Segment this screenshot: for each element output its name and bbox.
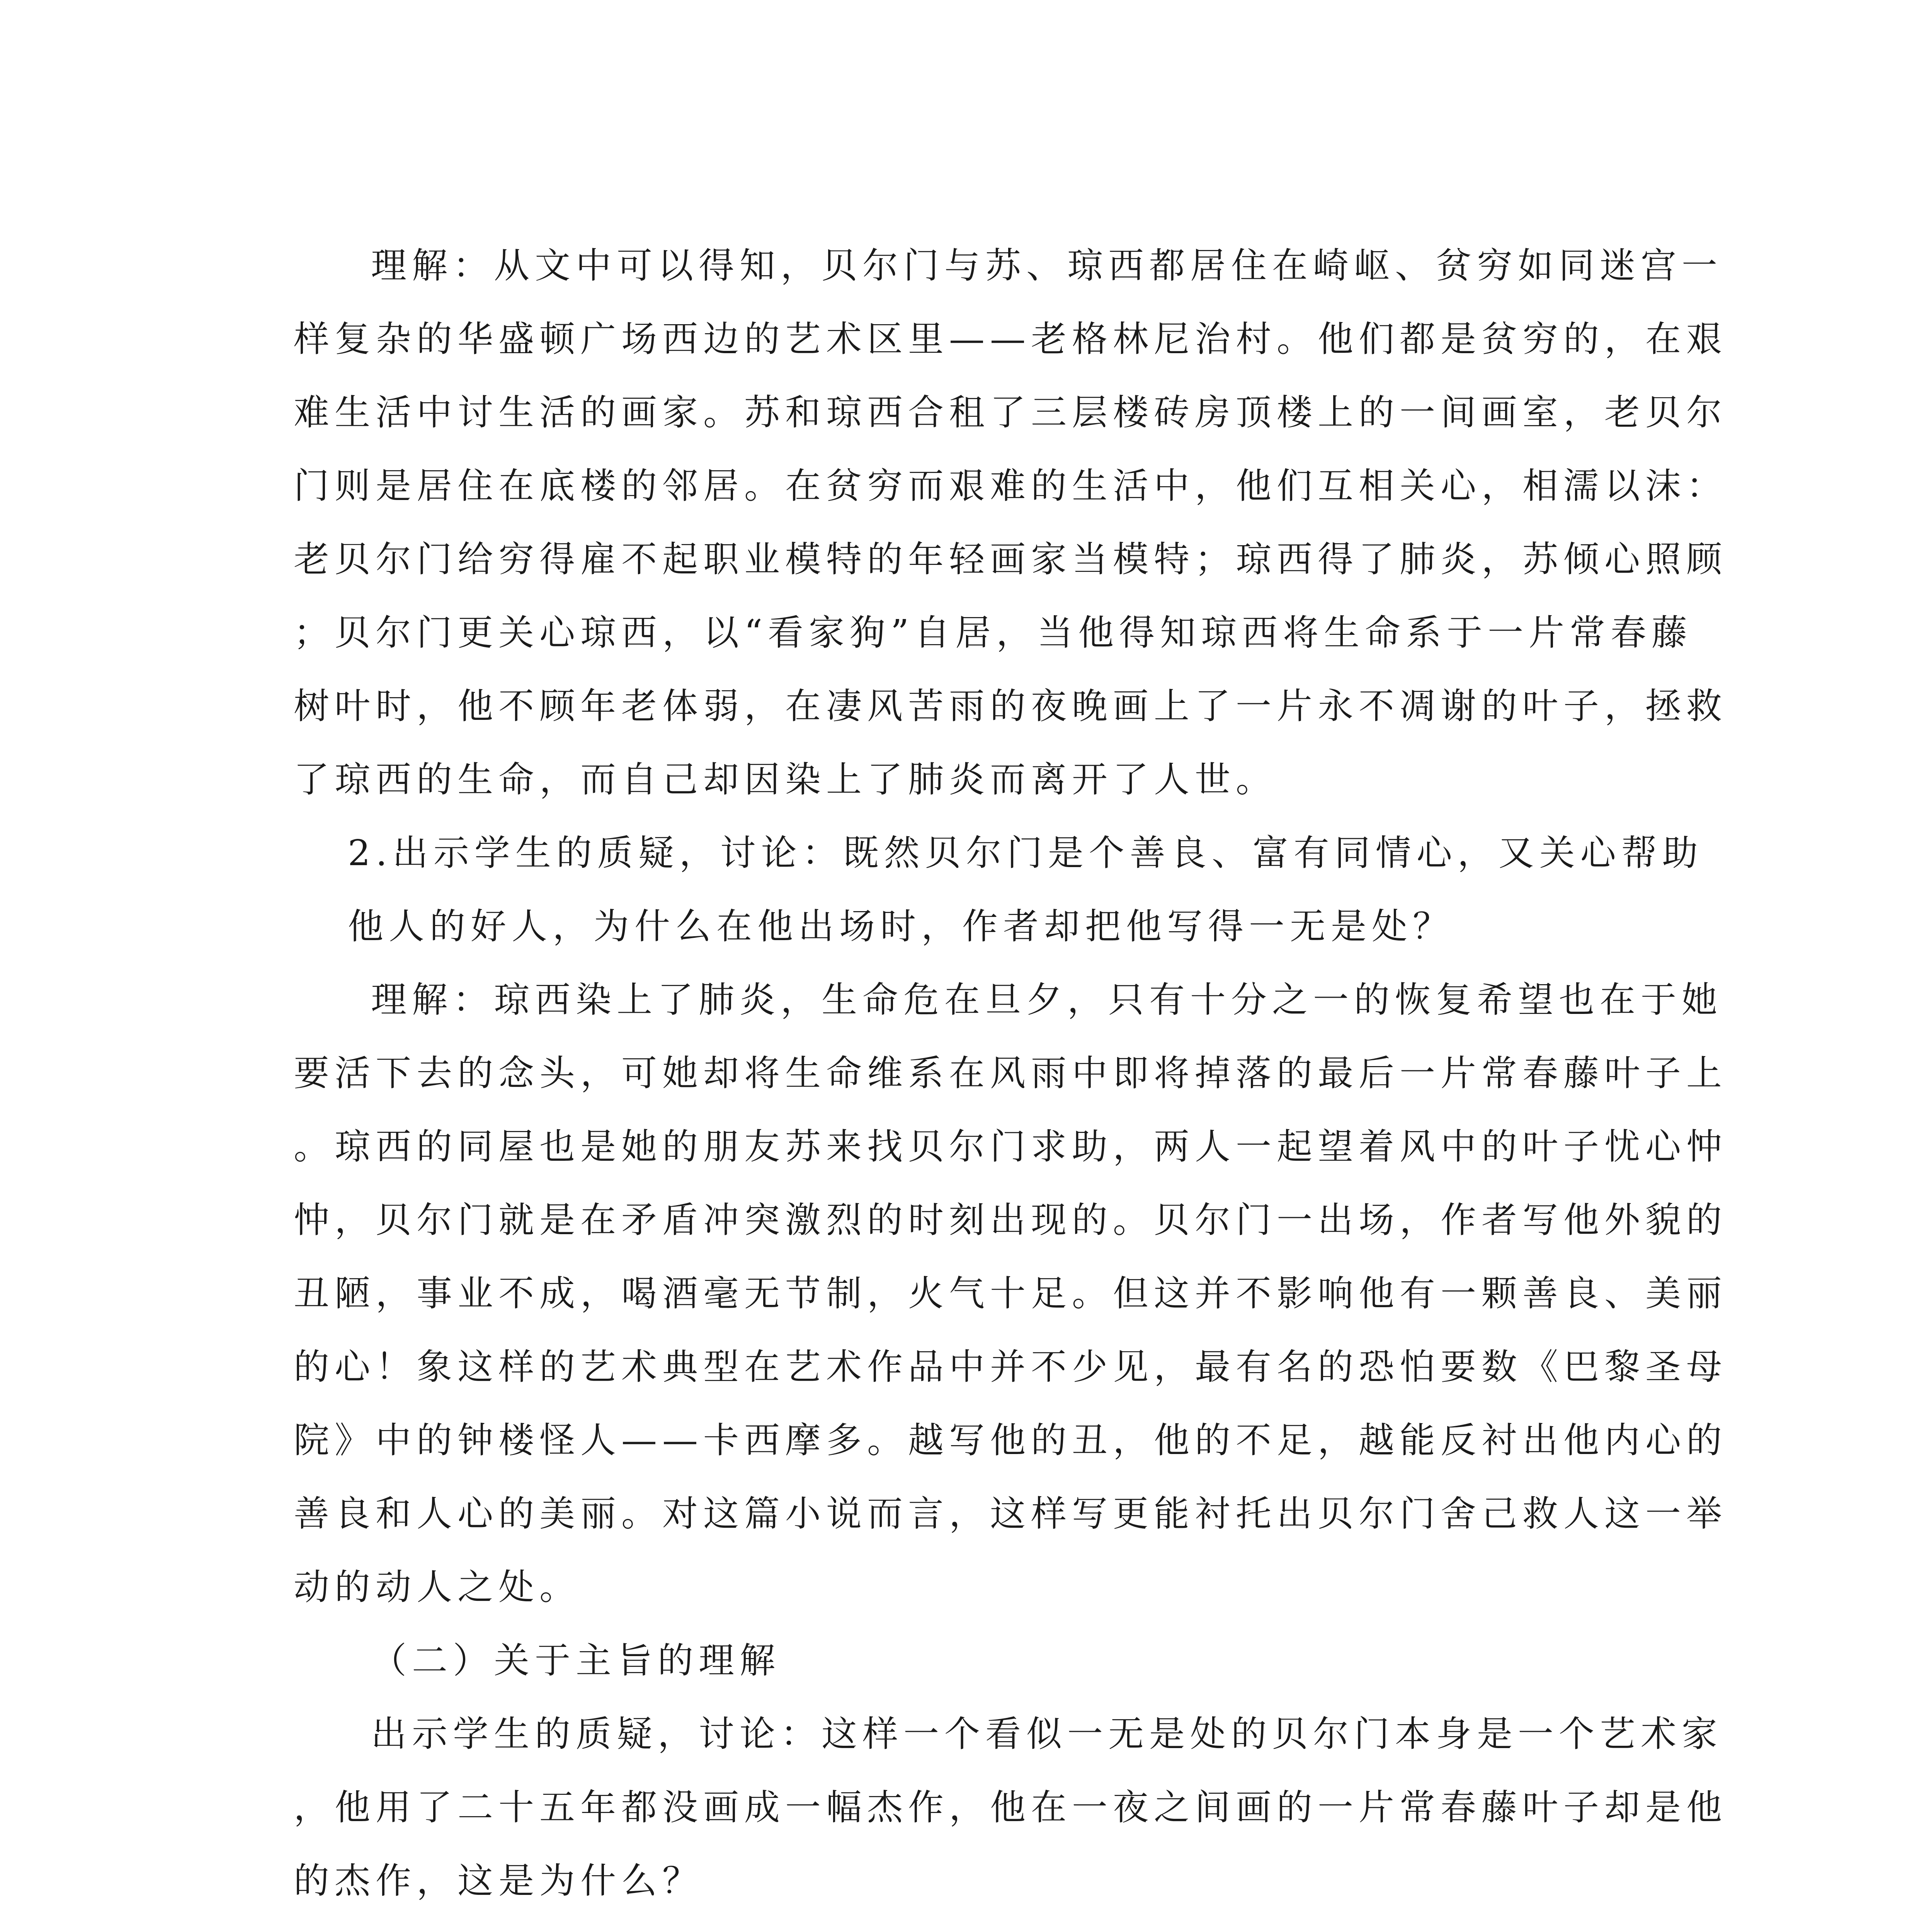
paragraph-line: 的杰作，这是为什么？ xyxy=(294,1860,704,1901)
paragraph-line: 出示学生的质疑，讨论：这样一个看似一无是处的贝尔门本身是一个艺术家 xyxy=(371,1713,1723,1755)
paragraph-line: ，他用了二十五年都没画成一幅杰作，他在一夜之间画的一片常春藤叶子却是他 xyxy=(294,1787,1728,1828)
paragraph-line: 样复杂的华盛顿广场西边的艺术区里——老格林尼治村。他们都是贫穷的，在艰 xyxy=(294,318,1728,360)
paragraph-line: 善良和人心的美丽。对这篇小说而言，这样写更能衬托出贝尔门舍己救人这一举 xyxy=(294,1493,1728,1534)
question-line: 2.出示学生的质疑，讨论：既然贝尔门是个善良、富有同情心，又关心帮助 xyxy=(348,832,1703,874)
paragraph-line: 要活下去的念头，可她却将生命维系在风雨中即将掉落的最后一片常春藤叶子上 xyxy=(294,1053,1728,1094)
paragraph-line: 院》中的钟楼怪人——卡西摩多。越写他的丑，他的不足，越能反衬出他内心的 xyxy=(294,1420,1728,1461)
paragraph-line: 丑陋，事业不成，喝酒毫无节制，火气十足。但这并不影响他有一颗善良、美丽 xyxy=(294,1273,1728,1314)
paragraph-line: ；贝尔门更关心琼西，以“看家狗”自居，当他得知琼西将生命系于一片常春藤 xyxy=(294,612,1693,653)
section-heading: （二）关于主旨的理解 xyxy=(371,1640,781,1681)
question-line: 他人的好人，为什么在他出场时，作者却把他写得一无是处？ xyxy=(348,906,1454,947)
paragraph-line: 树叶时，他不顾年老体弱，在凄风苦雨的夜晚画上了一片永不凋谢的叶子，拯救 xyxy=(294,685,1728,727)
paragraph-line: 了琼西的生命，而自己却因染上了肺炎而离开了人世。 xyxy=(294,759,1277,800)
paragraph-line: 动的动人之处。 xyxy=(294,1566,581,1608)
paragraph-line: 理解：从文中可以得知，贝尔门与苏、琼西都居住在崎岖、贫穷如同迷宫一 xyxy=(371,245,1723,286)
paragraph-line: 老贝尔门给穷得雇不起职业模特的年轻画家当模特；琼西得了肺炎，苏倾心照顾 xyxy=(294,539,1728,580)
paragraph-line: 忡，贝尔门就是在矛盾冲突激烈的时刻出现的。贝尔门一出场，作者写他外貌的 xyxy=(294,1199,1728,1241)
paragraph-line: 。琼西的同屋也是她的朋友苏来找贝尔门求助，两人一起望着风中的叶子忧心忡 xyxy=(294,1126,1728,1167)
paragraph-line: 难生活中讨生活的画家。苏和琼西合租了三层楼砖房顶楼上的一间画室，老贝尔 xyxy=(294,392,1728,433)
paragraph-line: 门则是居住在底楼的邻居。在贫穷而艰难的生活中，他们互相关心，相濡以沫： xyxy=(294,465,1728,507)
paragraph-line: 的心！象这样的艺术典型在艺术作品中并不少见，最有名的恐怕要数《巴黎圣母 xyxy=(294,1346,1728,1388)
paragraph-line: 理解：琼西染上了肺炎，生命危在旦夕，只有十分之一的恢复希望也在于她 xyxy=(371,979,1723,1020)
